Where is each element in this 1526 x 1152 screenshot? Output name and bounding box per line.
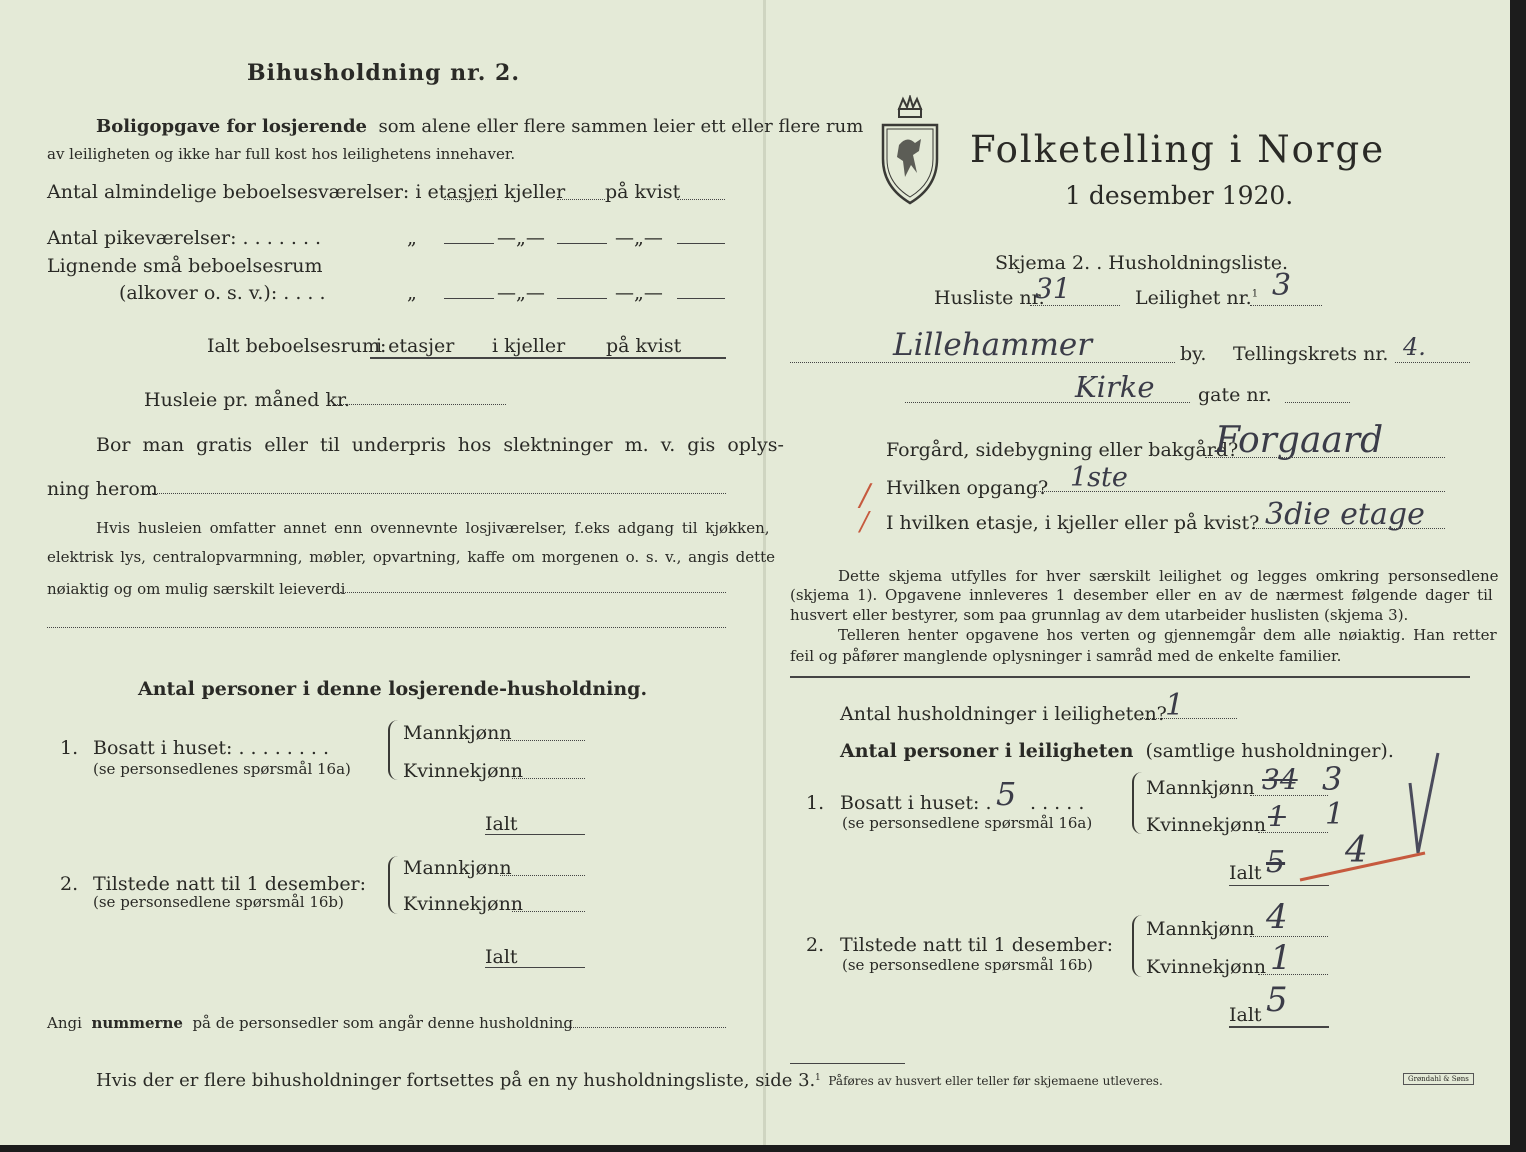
right-footnote: $^1$ Påføres av husvert eller teller før skjemaene utleveres.	[815, 1073, 1163, 1088]
tellingskrets-line	[1395, 362, 1470, 363]
red-tick-mark-2: /	[860, 507, 869, 537]
gate-nr-line	[1285, 402, 1350, 403]
right-b1-kvinne-struck: 1	[1268, 800, 1286, 833]
right-b2-ialt-line	[1229, 1026, 1329, 1028]
left-persons-heading: Antal personer i denne losjerende-husholdning.	[138, 678, 648, 700]
rent-includes-line	[340, 592, 726, 593]
gate-value: Kirke	[1075, 370, 1155, 404]
etasje-label: I hvilken etasje, i kjeller eller på kvist?	[886, 512, 1260, 534]
left-b1-kvinne-label: Kvinnekjønn	[403, 760, 524, 782]
etasje-value: 3die etage	[1265, 497, 1425, 532]
small-rooms-line-2	[557, 298, 607, 299]
total-rooms-etasjer: i etasjer	[376, 335, 455, 357]
maid-rooms-ditto: „	[407, 227, 417, 249]
tellingskrets-label: Tellingskrets nr.	[1233, 343, 1389, 365]
free-housing-line-2: ning herom	[47, 478, 158, 500]
rent-includes-line-3: nøiaktig og om mulig særskilt leieverdi	[47, 580, 346, 598]
left-b1-sub: (se personsedlenes spørsmål 16a)	[93, 760, 351, 778]
intro-line-1: Boligopgave for losjerende som alene eller flere sammen leier ett eller flere rum	[96, 116, 864, 137]
right-b2-mann-line	[1250, 936, 1328, 937]
page-fold	[763, 0, 766, 1145]
gate-line	[905, 402, 1190, 403]
maid-rooms-line-1	[444, 243, 494, 244]
left-b1-num: 1.	[60, 737, 79, 759]
schema-label: Skjema 2. . Husholdningsliste.	[995, 252, 1289, 274]
forgard-line	[1205, 457, 1445, 458]
small-rooms-dash-1: —„—	[497, 282, 545, 304]
forgard-value: Forgaard	[1215, 420, 1384, 461]
right-b2-kvinne-line	[1258, 974, 1328, 975]
right-b1-kvinne-value: 1	[1325, 797, 1345, 832]
total-rooms-label: Ialt beboelsesrum:	[207, 335, 387, 357]
right-b1-ialt-label: Ialt	[1229, 862, 1262, 884]
rent-line	[333, 404, 506, 405]
husliste-value: 31	[1035, 272, 1071, 305]
right-b1-sub: (se personsedlene spørsmål 16a)	[842, 814, 1093, 832]
right-b1-dots: . . . . .	[1030, 792, 1085, 814]
right-b1-ialt-value: 4	[1345, 830, 1368, 871]
husliste-label: Husliste nr.	[934, 287, 1045, 309]
small-rooms-ditto: „	[407, 282, 417, 304]
right-b2-mann-value: 4	[1266, 897, 1288, 937]
leilighet-line	[1250, 305, 1322, 306]
printer-stamp: Grøndahl & Søns	[1403, 1073, 1474, 1085]
maid-rooms-line-3	[677, 243, 725, 244]
right-b1-mann-label: Mannkjønn	[1146, 777, 1255, 799]
total-rooms-underline	[370, 357, 726, 359]
free-housing-line-1: Bor man gratis eller til underpris hos slektninger m. v. gis oplys-	[96, 434, 784, 456]
maid-rooms-dash-2: —„—	[615, 227, 663, 249]
antal-pers-heading: Antal personer i leiligheten (samtlige husholdninger).	[840, 740, 1394, 762]
info-p1-l1: Dette skjema utfylles for hver særskilt leilighet og legges omkring personsedlene	[838, 567, 1499, 585]
rent-includes-line-1: Hvis husleien omfatter annet enn ovennevnte losjiværelser, f.eks adgang til kjøkken,	[96, 519, 770, 537]
left-b2-mann-line	[500, 875, 585, 876]
left-b2-brace	[388, 856, 398, 914]
maid-rooms-dash-1: —„—	[497, 227, 545, 249]
maid-rooms-label: Antal pikeværelser: . . . . . . .	[47, 227, 322, 249]
small-rooms-line-1	[444, 298, 494, 299]
rooms-kvist-line	[677, 199, 725, 200]
right-b2-sub: (se personsedlene spørsmål 16b)	[842, 956, 1093, 974]
small-rooms-label: Lignende små beboelsesrum	[47, 255, 323, 277]
maid-rooms-line-2	[557, 243, 607, 244]
by-line	[790, 362, 1175, 363]
left-b2-kvinne-label: Kvinnekjønn	[403, 893, 524, 915]
right-b2-brace	[1132, 915, 1142, 977]
red-tick-mark: /	[860, 478, 871, 513]
intro-line-2: av leiligheten og ikke har full kost hos leilighetens innehaver.	[47, 145, 516, 163]
left-b2-num: 2.	[60, 873, 79, 895]
info-p2-l1: Telleren henter opgavene hos verten og gjennemgår dem alle nøiaktig. Han retter	[838, 626, 1497, 644]
coat-of-arms-icon	[877, 95, 943, 207]
left-b1-label: Bosatt i huset: . . . . . . . .	[93, 737, 330, 759]
leilighet-label: Leilighet nr.$^1$	[1135, 287, 1259, 309]
rent-includes-line-extra	[47, 627, 726, 628]
left-b1-brace	[388, 720, 398, 780]
right-title: Folketelling i Norge	[970, 128, 1386, 171]
left-b2-ialt-label: Ialt	[485, 946, 518, 968]
antal-hush-value: 1	[1165, 688, 1185, 723]
rooms-ordinary-label: Antal almindelige beboelsesværelser: i etasjer	[47, 181, 494, 203]
right-b1-num: 1.	[806, 792, 825, 814]
right-b2-kvinne-value: 1	[1270, 938, 1292, 978]
left-title: Bihusholdning nr. 2.	[247, 60, 520, 86]
left-b2-sub: (se personsedlene spørsmål 16b)	[93, 893, 344, 911]
right-b2-num: 2.	[806, 934, 825, 956]
right-b2-mann-label: Mannkjønn	[1146, 918, 1255, 940]
right-b2-ialt-value: 5	[1266, 980, 1288, 1020]
rooms-kvist-label: på kvist	[605, 181, 681, 203]
right-b2-kvinne-label: Kvinnekjønn	[1146, 956, 1267, 978]
etasje-line	[1252, 528, 1445, 529]
husliste-line	[1030, 305, 1120, 306]
right-b1-kvinne-label: Kvinnekjønn	[1146, 814, 1267, 836]
total-rooms-kjeller: i kjeller	[492, 335, 566, 357]
small-rooms-dash-2: —„—	[615, 282, 663, 304]
right-b2-label: Tilstede natt til 1 desember:	[840, 934, 1114, 956]
opgang-label: Hvilken opgang?	[886, 477, 1049, 499]
left-b2-ialt-line	[485, 967, 585, 968]
left-footer: Hvis der er flere bihusholdninger fortsettes på en ny husholdningsliste, side 3.	[96, 1070, 816, 1091]
left-b2-mann-label: Mannkjønn	[403, 857, 512, 879]
rent-label: Husleie pr. måned kr.	[144, 389, 351, 411]
angi-line: Angi nummerne på de personsedler som angår denne husholdning	[47, 1014, 573, 1032]
right-date: 1 desember 1920.	[1065, 181, 1294, 210]
left-b1-kvinne-line	[512, 778, 585, 779]
rooms-kjeller-label: i kjeller	[492, 181, 566, 203]
rooms-etasjer-line	[444, 199, 492, 200]
check-mark-icon	[1290, 745, 1450, 895]
footnote-rule	[790, 1063, 905, 1064]
left-b1-mann-label: Mannkjønn	[403, 722, 512, 744]
by-label: by.	[1180, 343, 1207, 365]
left-b2-label: Tilstede natt til 1 desember:	[93, 873, 367, 895]
opgang-line	[1035, 491, 1445, 492]
right-b2-ialt-label: Ialt	[1229, 1004, 1262, 1026]
free-housing-line	[152, 493, 726, 494]
small-rooms-line-3	[677, 298, 725, 299]
rent-includes-line-2: elektrisk lys, centralopvarmning, møbler, opvartning, kaffe om morgenen o. s. v., angis dette	[47, 548, 776, 566]
right-b1-mann-struck: 34	[1262, 763, 1298, 796]
right-b1-mann-value: 3	[1322, 760, 1343, 798]
by-value: Lillehammer	[893, 327, 1093, 363]
antal-hush-line	[1140, 718, 1237, 719]
angi-dotted-line	[560, 1027, 726, 1028]
left-b1-ialt-line	[485, 834, 585, 835]
small-rooms-sublabel: (alkover o. s. v.): . . . .	[119, 282, 326, 304]
right-b1-ialt-struck: 5	[1266, 845, 1286, 880]
antal-hush-label: Antal husholdninger i leiligheten?	[840, 703, 1167, 725]
info-p1-l2: (skjema 1). Opgavene innleveres 1 desember eller en av de nærmest følgende dager til	[790, 586, 1493, 604]
right-b1-value: 5	[996, 775, 1017, 813]
opgang-value: 1ste	[1070, 462, 1128, 493]
left-b2-kvinne-line	[512, 911, 585, 912]
right-b1-brace	[1132, 772, 1142, 834]
total-rooms-kvist: på kvist	[606, 335, 682, 357]
info-p2-l2: feil og påfører manglende oplysninger i samråd med de enkelte familier.	[790, 647, 1342, 665]
leilighet-value: 3	[1272, 268, 1292, 303]
forgard-label: Forgård, sidebygning eller bakgård?	[886, 439, 1239, 461]
left-b1-mann-line	[500, 740, 585, 741]
right-divider	[790, 676, 1470, 678]
tellingskrets-value: 4.	[1403, 333, 1426, 361]
rooms-kjeller-line	[557, 199, 605, 200]
gate-label: gate nr.	[1198, 384, 1272, 406]
right-b1-label: Bosatt i huset: .	[840, 792, 992, 814]
left-b1-ialt-label: Ialt	[485, 813, 518, 835]
info-p1-l3: husvert eller bestyrer, som paa grunnlag av dem utarbeider huslisten (skjema 3).	[790, 606, 1409, 624]
